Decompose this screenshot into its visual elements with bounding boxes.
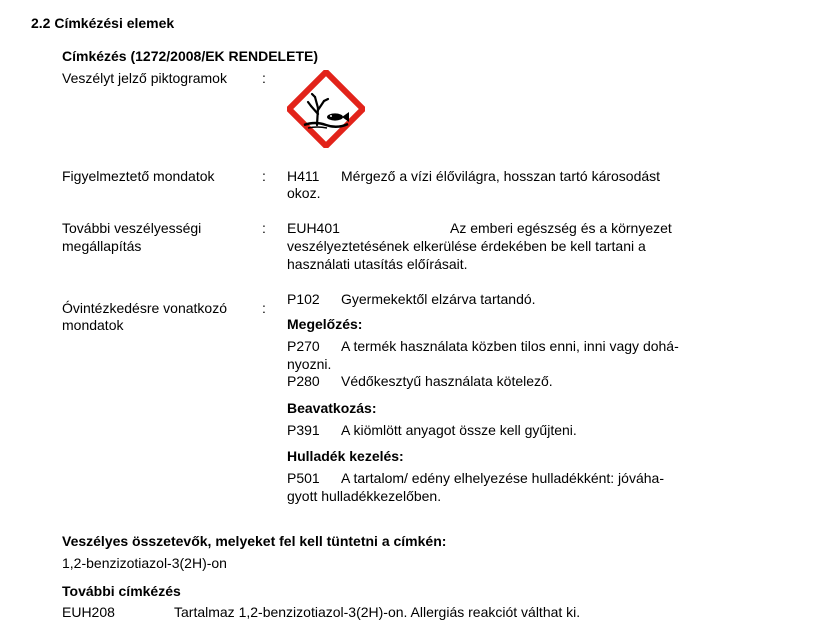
h411-text-line1: Mérgező a vízi élővilágra, hosszan tartó károsodást [341,168,661,184]
p501-code: P501 [287,470,320,486]
euh401-text-line3: használati utasítás előírásait. [287,256,468,272]
warning-colon: : [262,168,266,184]
environment-hazard-icon [287,70,365,148]
h411-text-line2: okoz. [287,185,321,201]
p102-code: P102 [287,291,320,307]
components-value: 1,2-benzizotiazol-3(2H)-on [62,555,227,571]
p102-text: Gyermekektől elzárva tartandó. [341,291,536,307]
precaution-colon: : [262,300,266,316]
labelling-heading: Címkézés (1272/2008/EK RENDELETE) [62,48,318,64]
precaution-label-line1: Óvintézkedésre vonatkozó [62,300,227,316]
section-title: 2.2 Címkézési elemek [31,15,175,31]
p501-text-line1: A tartalom/ edény elhelyezése hulladékként: jóváha- [341,470,664,486]
pictogram-colon: : [262,70,266,86]
additional-colon: : [262,220,266,236]
precaution-label-line2: mondatok [62,317,124,333]
prevention-heading: Megelőzés: [287,316,363,332]
euh208-text: Tartalmaz 1,2-benzizotiazol-3(2H)-on. Allergiás reakciót válthat ki. [174,604,581,620]
p280-code: P280 [287,373,320,389]
p391-code: P391 [287,422,320,438]
euh401-text-line2: veszélyeztetésének elkerülése érdekében be kell tartani a [287,238,646,254]
euh208-code: EUH208 [62,604,115,620]
response-heading: Beavatkozás: [287,400,377,416]
p391-text: A kiömlött anyagot össze kell gyűjteni. [341,422,577,438]
additional-label-line1: További veszélyességi [62,220,202,236]
components-heading: Veszélyes összetevők, melyeket fel kell tüntetni a címkén: [62,533,447,549]
euh401-text-line1: Az emberi egészség és a környezet [450,220,672,236]
disposal-heading: Hulladék kezelés: [287,448,404,464]
warning-label: Figyelmeztető mondatok [62,168,215,184]
p501-text-line2: gyott hulladékkezelőben. [287,488,442,504]
pictogram-label: Veszélyt jelző piktogramok [62,70,227,86]
h411-code: H411 [287,168,320,184]
extra-labelling-heading: További címkézés [62,583,181,599]
euh401-code: EUH401 [287,220,340,236]
p270-text-line1: A termék használata közben tilos enni, inni vagy dohá- [341,338,679,354]
additional-label-line2: megállapítás [62,238,142,254]
p270-text-line2: nyozni. [287,356,332,372]
p280-text: Védőkesztyű használata kötelező. [341,373,553,389]
p270-code: P270 [287,338,320,354]
